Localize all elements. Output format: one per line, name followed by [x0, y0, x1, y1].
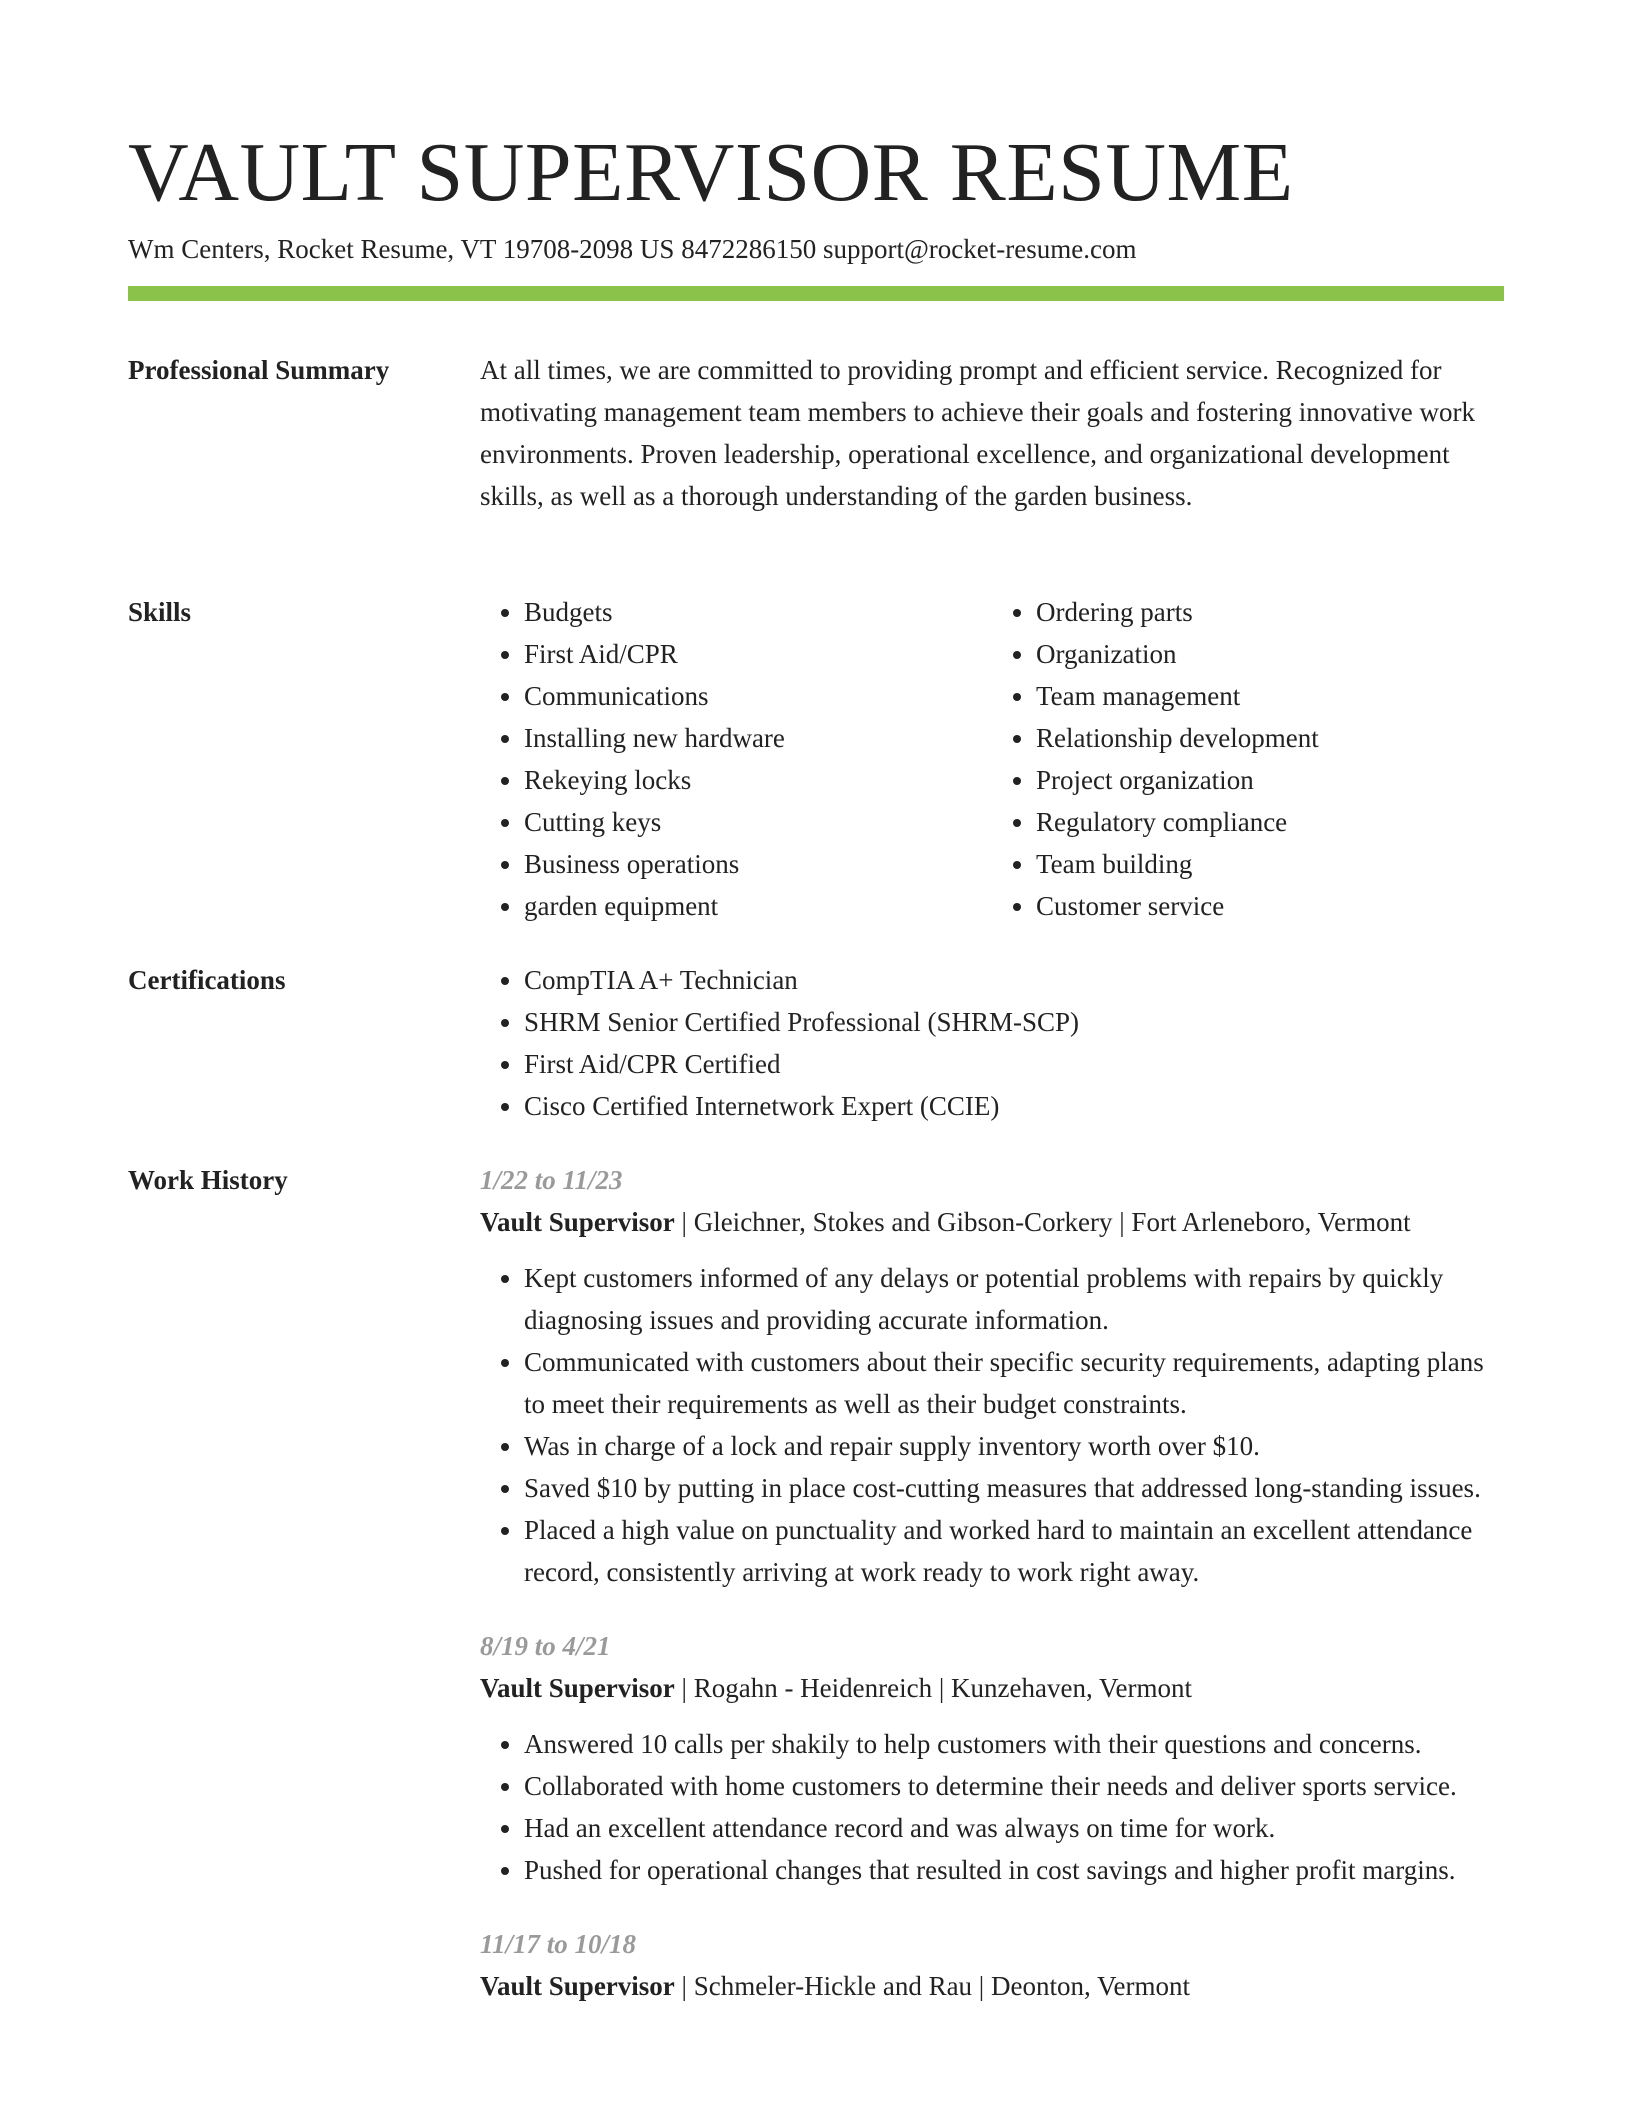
list-item: • Business operations [524, 843, 992, 885]
list-item: • Pushed for operational changes that resulted in cost savings and higher profit margins. [524, 1849, 1504, 1891]
list-item: • Ordering parts [1036, 591, 1504, 633]
list-item: • Kept customers informed of any delays or potential problems with repairs by quickly diagnosing issues and providing accurate information. [524, 1257, 1504, 1341]
resume-title: VAULT SUPERVISOR RESUME [128, 126, 1294, 219]
list-item: • Installing new hardware [524, 717, 992, 759]
list-item: • Project organization [1036, 759, 1504, 801]
list-item: • garden equipment [524, 885, 992, 927]
list-item: • Rekeying locks [524, 759, 992, 801]
list-item: • Saved $10 by putting in place cost-cutting measures that addressed long-standing issues. [524, 1467, 1504, 1509]
job-details: | Schmeler-Hickle and Rau | Deonton, Vermont [674, 1971, 1190, 2001]
job-dates: 11/17 to 10/18 [480, 1929, 637, 1959]
list-item: • Team management [1036, 675, 1504, 717]
job-heading [480, 1667, 1504, 1709]
job-heading [480, 1965, 1504, 2007]
list-item: • Placed a high value on punctuality and worked hard to maintain an excellent attendance record, consistently arriving at work ready to work right away. [524, 1509, 1504, 1593]
list-item: • Answered 10 calls per shakily to help customers with their questions and concerns. [524, 1723, 1504, 1765]
skills-list-left [480, 591, 992, 927]
list-item: • Team building [1036, 843, 1504, 885]
list-item: • Relationship development [1036, 717, 1504, 759]
list-item: • Organization [1036, 633, 1504, 675]
job-entry [480, 1923, 1504, 2007]
summary-label: Professional Summary [128, 355, 390, 385]
contact-line: Wm Centers, Rocket Resume, VT 19708-2098 US 8472286150 support@rocket-resume.com [128, 234, 1137, 264]
header-divider [128, 286, 1504, 301]
job-entry [480, 1159, 1504, 1593]
job-details: | Gleichner, Stokes and Gibson-Corkery | Fort Arleneboro, Vermont [674, 1207, 1411, 1237]
list-item: • Cisco Certified Internetwork Expert (CCIE) [524, 1085, 1504, 1127]
list-item: • Had an excellent attendance record and was always on time for work. [524, 1807, 1504, 1849]
job-title: Vault Supervisor [480, 1207, 675, 1237]
job-title: Vault Supervisor [480, 1673, 675, 1703]
list-item: • Collaborated with home customers to determine their needs and deliver sports service. [524, 1765, 1504, 1807]
list-item: • CompTIA A+ Technician [524, 959, 1504, 1001]
list-item: • First Aid/CPR Certified [524, 1043, 1504, 1085]
certifications-body [480, 959, 1504, 1127]
skills-label: Skills [128, 597, 192, 627]
job-title: Vault Supervisor [480, 1971, 675, 2001]
job-dates: 1/22 to 11/23 [480, 1165, 623, 1195]
work-history-body [480, 1159, 1504, 2039]
list-item: • Regulatory compliance [1036, 801, 1504, 843]
list-item: • Communicated with customers about their specific security requirements, adapting plans to meet their requirements as well as their budget constraints. [524, 1341, 1504, 1425]
skills-list-right [992, 591, 1504, 927]
job-bullets [480, 1257, 1504, 1593]
job-dates: 8/19 to 4/21 [480, 1631, 611, 1661]
certifications-label: Certifications [128, 965, 286, 995]
work-history-label: Work History [128, 1165, 288, 1195]
list-item: • Cutting keys [524, 801, 992, 843]
job-bullets [480, 1723, 1504, 1891]
list-item: • Communications [524, 675, 992, 717]
list-item: • Customer service [1036, 885, 1504, 927]
certifications-list [480, 959, 1504, 1127]
job-entry [480, 1625, 1504, 1891]
list-item: • Budgets [524, 591, 992, 633]
job-details: | Rogahn - Heidenreich | Kunzehaven, Vermont [674, 1673, 1192, 1703]
summary-text: At all times, we are committed to providing prompt and efficient service. Recognized for motivating management team members to achieve their goals and fostering innovative work environments. Proven leadership, operational excellence, and organizational development skills, as well as a thorough understanding of the garden business. [480, 355, 1475, 511]
list-item: • First Aid/CPR [524, 633, 992, 675]
list-item: • Was in charge of a lock and repair supply inventory worth over $10. [524, 1425, 1504, 1467]
list-item: • SHRM Senior Certified Professional (SHRM-SCP) [524, 1001, 1504, 1043]
skills-columns [480, 591, 1504, 927]
job-heading [480, 1201, 1504, 1243]
